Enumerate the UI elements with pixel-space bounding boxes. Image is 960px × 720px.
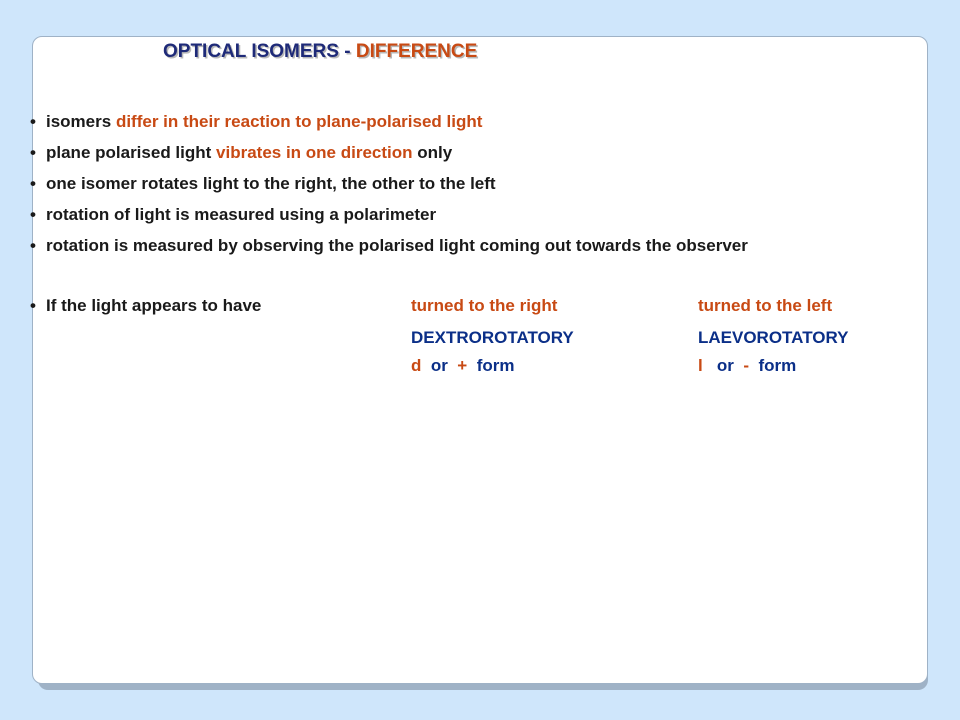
bullet-text: isomers bbox=[46, 112, 116, 131]
bullet-highlight: differ in their reaction to plane-polarised light bbox=[115, 112, 483, 131]
left-or: or bbox=[716, 356, 734, 375]
bullet-dot: • bbox=[30, 205, 36, 224]
title-part-2: DIFFERENCE bbox=[355, 41, 478, 62]
left-name: LAEVOROTATORY bbox=[698, 328, 849, 347]
bullet-dot: • bbox=[30, 174, 36, 193]
left-form-word: form bbox=[758, 356, 797, 375]
bullet-dot: • bbox=[30, 296, 36, 315]
right-symbol-1: d bbox=[411, 356, 422, 375]
slide-title bbox=[163, 41, 477, 63]
right-form-word: form bbox=[476, 356, 515, 375]
bullet-differ bbox=[30, 112, 482, 132]
bullet-text: one isomer rotates light to the right, the other to the left bbox=[46, 174, 496, 193]
bullet-text: only bbox=[412, 143, 453, 162]
right-heading: turned to the right bbox=[411, 296, 558, 315]
bullet-text: rotation of light is measured using a polarimeter bbox=[46, 205, 437, 224]
bullet-text: plane polarised light bbox=[46, 143, 217, 162]
bullet-text: If the light appears to have bbox=[46, 296, 262, 315]
right-name: DEXTROROTATORY bbox=[411, 328, 574, 347]
bullet-dot: • bbox=[30, 236, 36, 255]
bullet-polarimeter bbox=[30, 205, 436, 225]
right-symbol-2: + bbox=[457, 356, 468, 375]
title-part-1: OPTICAL ISOMERS - bbox=[163, 41, 356, 62]
right-form bbox=[411, 356, 514, 376]
bullet-if-light bbox=[30, 296, 261, 316]
bullet-highlight: vibrates in one direction bbox=[216, 143, 413, 162]
bullet-dot: • bbox=[30, 143, 36, 162]
left-form bbox=[698, 356, 796, 376]
left-heading: turned to the left bbox=[698, 296, 833, 315]
bullet-plane-polarised bbox=[30, 143, 452, 163]
left-symbol-2: - bbox=[743, 356, 750, 375]
right-or: or bbox=[430, 356, 448, 375]
bullet-text: rotation is measured by observing the polarised light coming out towards the observer bbox=[46, 236, 748, 255]
bullet-observer bbox=[30, 236, 748, 256]
bullet-dot: • bbox=[30, 112, 36, 131]
bullet-rotation-direction bbox=[30, 174, 496, 194]
left-symbol-1: l bbox=[698, 356, 703, 375]
